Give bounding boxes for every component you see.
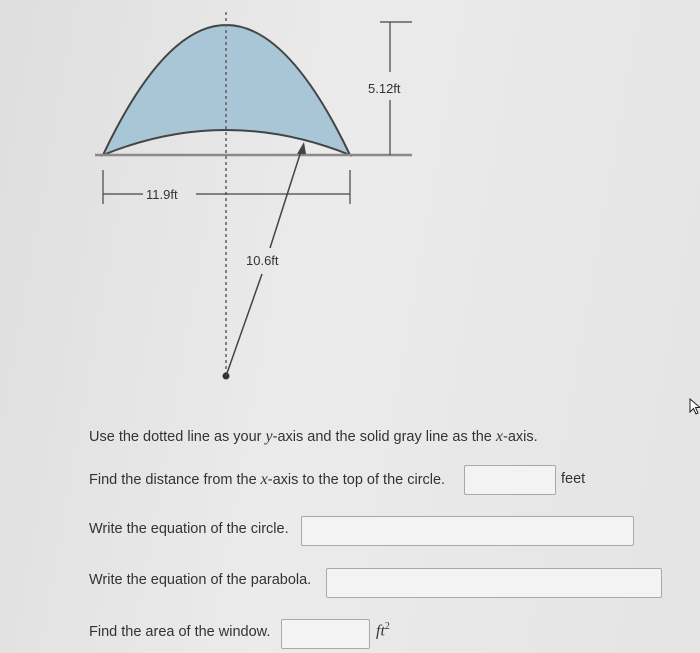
area-unit-exponent: 2 (384, 621, 390, 632)
question-circle-equation (89, 521, 289, 537)
radius-line-lower (226, 274, 262, 376)
window-area-input[interactable] (281, 619, 370, 649)
radius-arrowhead (297, 142, 306, 154)
parabola-equation-input[interactable] (326, 568, 662, 598)
mouse-pointer-icon (689, 398, 700, 416)
question-window-area (89, 624, 270, 640)
instructions-middle: -axis and the solid gray line as the (272, 429, 496, 445)
q2-prefix: Write the equation of the circle. (89, 521, 289, 537)
radius-line-upper (270, 148, 302, 248)
area-unit-base: ft (376, 622, 385, 640)
question-circle-top-distance (89, 471, 445, 489)
circle-equation-input[interactable] (301, 516, 634, 546)
instructions-prefix: Use the dotted line as your (89, 429, 266, 445)
question-parabola-equation (89, 572, 311, 588)
q3-prefix: Write the equation of the parabola. (89, 572, 312, 588)
radius-label: 10.6ft (246, 253, 279, 268)
q1-prefix: Find the distance from the (89, 472, 261, 488)
width-label: 11.9ft (146, 187, 178, 202)
circle-top-distance-input[interactable] (464, 465, 556, 495)
y-variable: y (265, 428, 273, 445)
feet-unit-label: feet (561, 471, 586, 487)
square-feet-unit-label (376, 621, 390, 640)
x-variable: x (495, 428, 504, 445)
q1-variable: x (260, 471, 268, 488)
q4-prefix: Find the area of the window. (89, 624, 271, 640)
q1-suffix: -axis to the top of the circle. (267, 472, 446, 488)
instructions-text (89, 428, 538, 446)
height-label: 5.12ft (368, 81, 401, 96)
instructions-suffix: -axis. (503, 429, 538, 445)
